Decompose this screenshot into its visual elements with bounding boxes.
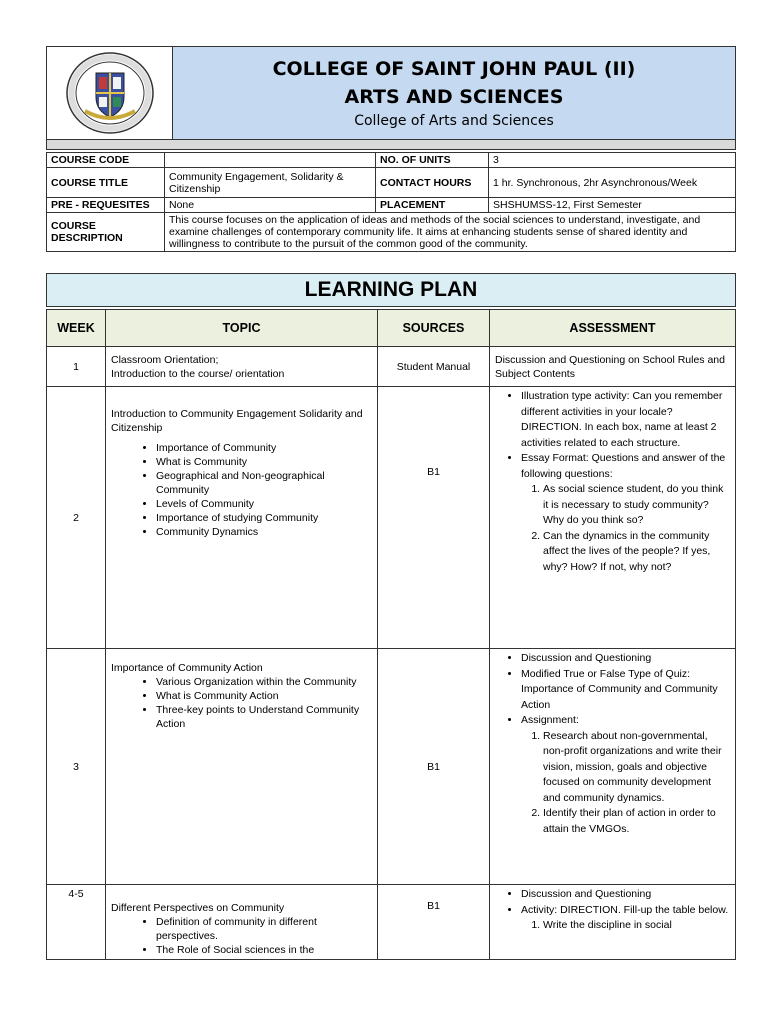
- list-item: 1. Research about non-governmental, non-profit organizations and write their vision, mission, goals and objective focused on community development and community dynamics.: [543, 729, 730, 807]
- week-cell: 3: [47, 649, 106, 885]
- assessment-item: Essay Format: Questions and answer of the following questions:: [521, 452, 726, 480]
- college-seal-logo: [47, 47, 173, 139]
- header-week: WEEK: [47, 310, 106, 347]
- list-item: • Three-key points to Understand Community Action: [156, 703, 372, 731]
- table-row: [47, 649, 736, 885]
- prereq-row: [47, 198, 736, 213]
- assessment-list: [495, 651, 730, 837]
- table-row: [47, 387, 736, 649]
- course-code-value: [165, 153, 376, 168]
- topic-cell: [106, 649, 378, 885]
- placement-value: SHSHUMSS-12, First Semester: [489, 198, 736, 213]
- header-sources: SOURCES: [378, 310, 490, 347]
- assessment-cell: [490, 885, 736, 960]
- list-item: • Discussion and Questioning: [521, 887, 730, 903]
- list-item: 2. Identify their plan of action in order to attain the VMGOs.: [543, 806, 730, 837]
- list-item: [521, 903, 730, 934]
- units-label: NO. OF UNITS: [376, 153, 489, 168]
- seal-icon: [65, 51, 155, 135]
- department-subtitle: College of Arts and Sciences: [354, 113, 554, 129]
- course-code-label: COURSE CODE: [47, 153, 165, 168]
- topic-list: [111, 915, 372, 957]
- header-divider-band: [46, 140, 736, 150]
- list-item: 1. As social science student, do you think it is necessary to study community? Why do you think so?: [543, 482, 730, 529]
- assessment-list: [495, 389, 730, 575]
- placement-label: PLACEMENT: [376, 198, 489, 213]
- list-item: [521, 713, 730, 837]
- topic-list: [111, 675, 372, 731]
- header-topic: TOPIC: [106, 310, 378, 347]
- list-item: [521, 451, 730, 575]
- sub-list: [521, 918, 730, 934]
- prereq-label: PRE - REQUESITES: [47, 198, 165, 213]
- course-info-table: [46, 152, 736, 252]
- list-item: • Definition of community in different perspectives.: [156, 915, 372, 943]
- assessment-item: Assignment:: [521, 714, 579, 726]
- list-item: • The Role of Social sciences in the: [156, 943, 372, 957]
- source-cell: B1: [378, 649, 490, 885]
- topic-intro: Introduction to Community Engagement Solidarity and Citizenship: [111, 408, 363, 434]
- topic-line: Introduction to the course/ orientation: [111, 367, 285, 380]
- college-name: COLLEGE OF SAINT JOHN PAUL (II): [272, 58, 636, 80]
- assessment-item: Illustration type activity: Can you remember different activities in your locale?: [521, 390, 723, 418]
- course-title-label: COURSE TITLE: [47, 168, 165, 198]
- source-cell: B1: [378, 885, 490, 960]
- department-name: ARTS AND SCIENCES: [344, 86, 564, 108]
- units-value: 3: [489, 153, 736, 168]
- list-item: • Importance of Community: [156, 441, 372, 455]
- course-code-row: [47, 153, 736, 168]
- document-header: [46, 46, 736, 140]
- assessment-cell: [490, 387, 736, 649]
- list-item: 1. Write the discipline in social: [543, 918, 730, 934]
- source-cell: Student Manual: [378, 347, 490, 387]
- course-title-value: Community Engagement, Solidarity & Citizenship: [165, 168, 376, 198]
- list-item: • What is Community: [156, 455, 372, 469]
- prereq-value: None: [165, 198, 376, 213]
- table-row: [47, 885, 736, 960]
- learning-plan-title: LEARNING PLAN: [46, 273, 736, 307]
- week-cell: 2: [47, 387, 106, 649]
- course-title-row: [47, 168, 736, 198]
- list-item: 2. Can the dynamics in the community affect the lives of the people? If yes, why? How? If not, why not?: [543, 529, 730, 576]
- topic-list: [111, 441, 372, 539]
- header-assessment: ASSESSMENT: [490, 310, 736, 347]
- list-item: • Discussion and Questioning: [521, 651, 730, 667]
- topic-intro: Importance of Community Action: [111, 662, 263, 674]
- topic-cell: [106, 885, 378, 960]
- list-item: • Levels of Community: [156, 497, 372, 511]
- topic-intro: Different Perspectives on Community: [111, 902, 285, 914]
- topic-line: Classroom Orientation;: [111, 353, 219, 366]
- source-cell: B1: [378, 387, 490, 649]
- assessment-list: [495, 887, 730, 934]
- assessment-cell: [490, 649, 736, 885]
- week-cell: 1: [47, 347, 106, 387]
- list-item: • Importance of studying Community: [156, 511, 372, 525]
- table-row: [47, 347, 736, 387]
- header-title-block: [173, 47, 735, 139]
- assessment-direction: DIRECTION. In each box, name at least 2 activities related to each structure.: [521, 421, 717, 449]
- contact-hours-label: CONTACT HOURS: [376, 168, 489, 198]
- list-item: [521, 389, 730, 451]
- description-value: This course focuses on the application of ideas and methods of the social sciences to understand, investigate, and examine challenges of contemporary community life. It aims at enhancing students sense of shared identity and willingness to contribute to the pursuit of the common good of the community.: [165, 213, 736, 252]
- list-item: • Various Organization within the Community: [156, 675, 372, 689]
- topic-cell: [106, 347, 378, 387]
- list-item: • Modified True or False Type of Quiz: Importance of Community and Community Action: [521, 667, 730, 714]
- description-label: COURSE DESCRIPTION: [47, 213, 165, 252]
- contact-hours-value: 1 hr. Synchronous, 2hr Asynchronous/Week: [489, 168, 736, 198]
- learning-plan-table: [46, 309, 736, 960]
- list-item: • What is Community Action: [156, 689, 372, 703]
- description-row: [47, 213, 736, 252]
- week-cell: 4-5: [47, 885, 106, 960]
- list-item: • Community Dynamics: [156, 525, 372, 539]
- assignment-list: [521, 729, 730, 838]
- assessment-item: Activity: DIRECTION. Fill-up the table below.: [521, 903, 729, 916]
- question-list: [521, 482, 730, 575]
- plan-header-row: [47, 310, 736, 347]
- assessment-cell: Discussion and Questioning on School Rules and Subject Contents: [490, 347, 736, 387]
- topic-cell: [106, 387, 378, 649]
- list-item: • Geographical and Non-geographical Community: [156, 469, 372, 497]
